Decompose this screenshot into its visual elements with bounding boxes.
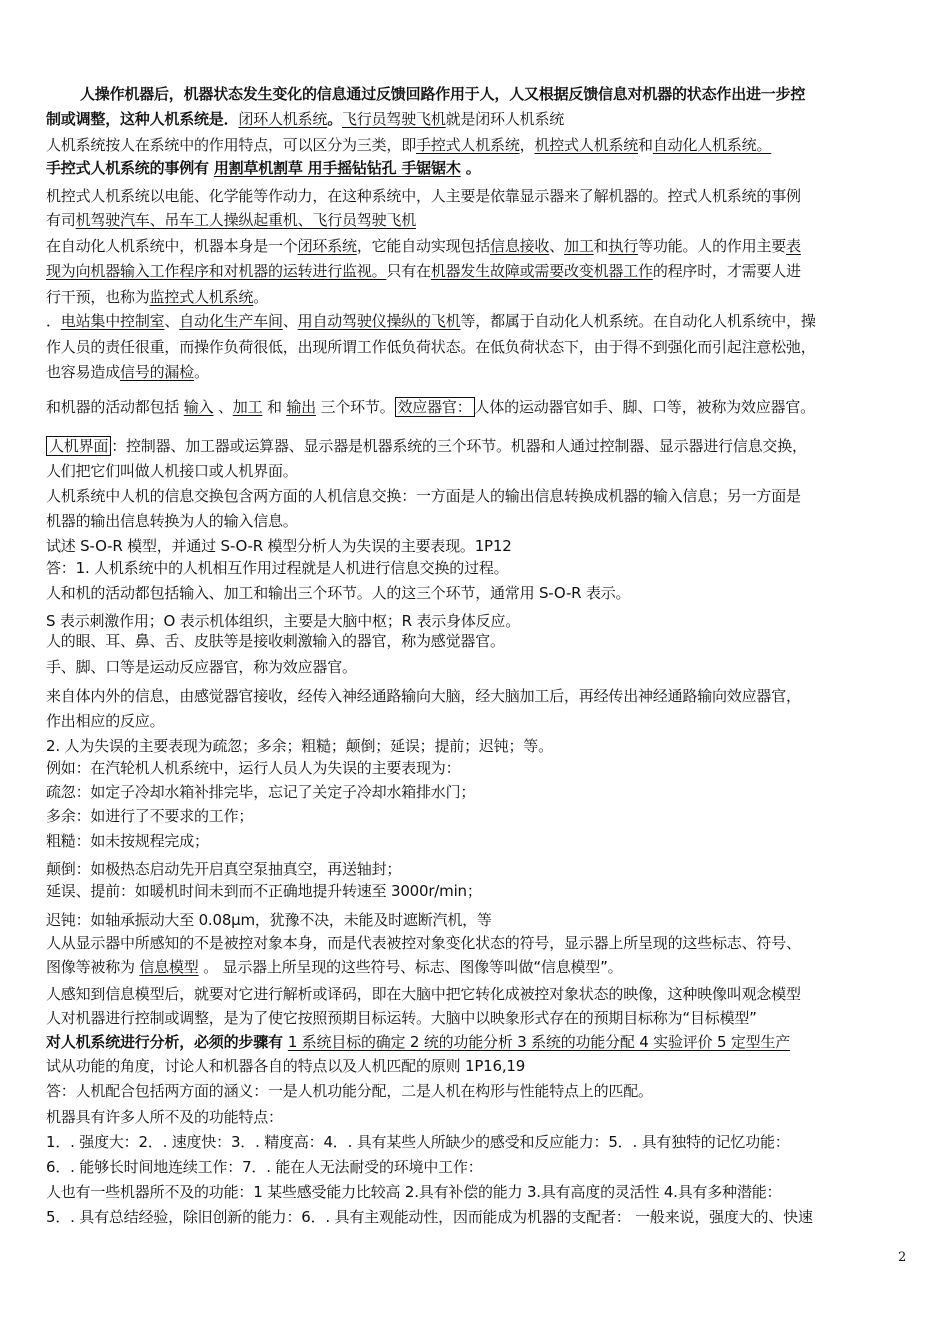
text-line: 手、脚、口等是运动反应器官，称为效应器官。	[46, 658, 357, 676]
text-line: 人机界面 ：控制器、加工器或运算器、显示器是机器系统的三个环节。机器和人通过控制器、显示器进行信息交换，	[46, 436, 916, 456]
text-line: 试从功能的角度，讨论人和机器各自的特点以及人机匹配的原则 1P16,19	[46, 1057, 526, 1075]
page-number: 2	[898, 1250, 907, 1265]
text-line: 图像等被称为 信息模型 。 显示器上所呈现的这些符号、标志、图像等叫做“信息模型”。	[46, 958, 623, 976]
text-line: 手控式人机系统的事例有 用割草机割草 用手摇钻钻孔 手锯锯木 。	[46, 159, 481, 177]
text-line: 粗糙：如未按规程完成；	[46, 832, 209, 850]
text-line: 人们把它们叫做人机接口或人机界面。	[46, 462, 298, 480]
text-line: 2. 人为失误的主要表现为疏忽；多余；粗糙；颠倒；延误；提前；迟钝；等。	[46, 737, 553, 755]
text-line: 制或调整，这种人机系统是．闭环人机系统。飞行员驾驶飞机就是闭环人机系统	[46, 110, 565, 128]
text-line: 人和机的活动都包括输入、加工和输出三个环节。人的这三个环节，通常用 S-O-R 表示。	[46, 584, 631, 602]
text-line: 颠倒：如极热态启动先开启真空泵抽真空，再送轴封；	[46, 860, 402, 878]
text-line: 在自动化人机系统中，机器本身是一个闭环系统，它能自动实现包括信息接收、加工和执行等功能。人的作用主要表	[46, 237, 801, 255]
text-line: 机器的输出信息转换为人的输入信息。	[46, 512, 298, 530]
text-line: 人也有一些机器所不及的功能：1 某些感受能力比较高 2.具有补偿的能力 3.具有高度的灵活性 4.具有多种潜能：	[46, 1183, 782, 1201]
text-line: 人从显示器中所感知的不是被控对象本身，而是代表被控对象变化状态的符号，显示器上所呈现的这些标志、符号、	[46, 934, 801, 952]
text-line: 例如：在汽轮机人机系统中，运行人员人为失误的主要表现为：	[46, 759, 461, 777]
text-line: 答：1. 人机系统中的人机相互作用过程就是人机进行信息交换的过程。	[46, 559, 509, 577]
boxed-term: 效应器官：	[395, 397, 475, 417]
text-line: 迟钝：如轴承振动大至 0.08μm，犹豫不决，未能及时遮断汽机，等	[46, 911, 492, 929]
text-line: 行干预，也称为监控式人机系统。	[46, 288, 269, 306]
text-line: 对人机系统进行分析，必须的步骤有 1 系统目标的确定 2 统的功能分析 3 系统的功能分配 4 实验评价 5 定型生产	[46, 1033, 791, 1051]
text-line: 也容易造成信号的漏检。	[46, 363, 209, 381]
text-line: 人的眼、耳、鼻、舌、皮肤等是接收刺激输入的器官，称为感觉器官。	[46, 632, 505, 650]
text-line: 疏忽：如定子冷却水箱补排完毕，忘记了关定子冷却水箱排水门；	[46, 783, 476, 801]
text-line: 机控式人机系统以电能、化学能等作动力，在这种系统中，人主要是依靠显示器来了解机器的。控式人机系统的事例	[46, 187, 801, 205]
text-line: 人操作机器后，机器状态发生变化的信息通过反馈回路作用于人，人又根据反馈信息对机器的状态作出进一步控	[80, 85, 806, 103]
text-line: 试述 S-O-R 模型，并通过 S-O-R 模型分析人为失误的主要表现。1P12	[46, 537, 512, 555]
text-line: 1．. 强度大：2．. 速度快：3．. 精度高：4．. 具有某些人所缺少的感受和反应能力：5．. 具有独特的记忆功能：	[46, 1133, 790, 1151]
text-line: S 表示刺激作用；O 表示机体组织，主要是大脑中枢；R 表示身体反应。	[46, 612, 521, 630]
text-line: ．电站集中控制室、自动化生产车间、用自动驾驶仪操纵的飞机等，都属于自动化人机系统。在自动化人机系统中，操	[46, 312, 816, 330]
text-line: 来自体内外的信息，由感觉器官接收，经传入神经通路输向大脑，经大脑加工后，再经传出神经通路输向效应器官，	[46, 687, 801, 705]
text-line: 多余：如进行了不要求的工作；	[46, 807, 254, 825]
text-line: 答：人机配合包括两方面的涵义：一是人机功能分配，二是人机在构形与性能特点上的匹配。	[46, 1082, 653, 1100]
text-line: 6．. 能够长时间地连续工作：7．. 能在人无法耐受的环境中工作：	[46, 1158, 483, 1176]
text-line: 延误、提前：如暖机时间未到而不正确地提升转速至 3000r/min；	[46, 882, 482, 900]
text-line: 5．. 具有总结经验，除旧创新的能力：6．. 具有主观能动性，因而能成为机器的支配者： 一般来说，强度大的、快速	[46, 1208, 813, 1226]
text-line: 人机系统中人机的信息交换包含两方面的人机信息交换：一方面是人的输出信息转换成机器的输入信息；另一方面是	[46, 487, 801, 505]
text-line: 有司机驾驶汽车、吊车工人操纵起重机、飞行员驾驶飞机	[46, 211, 417, 229]
text-line: 作出相应的反应。	[46, 712, 165, 730]
boxed-term: 人机界面	[46, 436, 111, 456]
text-line: 人感知到信息模型后，就要对它进行解析或译码，即在大脑中把它转化成被控对象状态的映像，这种映像叫观念模型	[46, 985, 801, 1003]
text-line: 作人员的责任很重，而操作负荷很低，出现所谓工作低负荷状态。在低负荷状态下，由于得不到强化而引起注意松弛，	[46, 338, 816, 356]
text-line: 机器具有许多人所不及的功能特点：	[46, 1108, 283, 1126]
text-line: 现为向机器输入工作程序和对机器的运转进行监视。只有在机器发生故障或需要改变机器工作的程序时，才需要人进	[46, 262, 801, 280]
text-line: 人对机器进行控制或调整，是为了使它按照预期目标运转。大脑中以映象形式存在的预期目标称为“目标模型”	[46, 1009, 757, 1027]
text-line: 人机系统按人在系统中的作用特点，可以区分为三类，即手控式人机系统，机控式人机系统和自动化人机系统。	[46, 136, 772, 154]
text-line: 和机器的活动都包括 输入 、加工 和 输出 三个环节。 效应器官： 人体的运动器官如手、脚、口等，被称为效应器官。	[46, 398, 815, 416]
